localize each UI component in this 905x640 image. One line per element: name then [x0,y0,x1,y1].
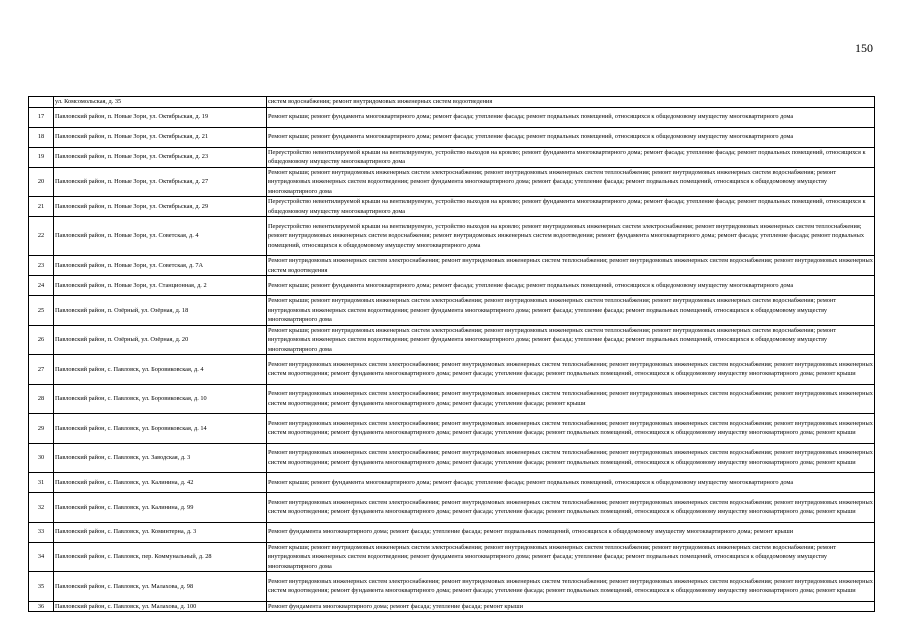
works-cell: Ремонт крыши; ремонт фундамента многоквартирного дома; ремонт фасада; утепление фасада; ремонт подвальных помещений, относящихся к общедомовому имуществу многоквартирного дома [267,276,875,296]
works-cell: Ремонт внутридомовых инженерных систем электроснабжения; ремонт внутридомовых инженерных систем теплоснабжения; ремонт внутридомовых инженерных систем водоснабжения; ремонт внутридомовых инженерных систем водоотведения; ремонт фундамента многоквартирного дома; ремонт фасада; утепление фасада; ремонт подвальных помещений, относящихся к общедомовому имуществу многоквартирного дома; ремонт крыши [267,414,875,444]
address-cell: Павловский район, п. Новые Зори, ул. Станционная, д. 2 [54,276,267,296]
row-number: 36 [29,601,54,612]
row-number: 35 [29,572,54,602]
works-cell: Ремонт внутридомовых инженерных систем электроснабжения; ремонт внутридомовых инженерных систем теплоснабжения; ремонт внутридомовых инженерных систем водоснабжения; ремонт внутридомовых инженерных систем водоотведения; ремонт фундамента многоквартирного дома; ремонт фасада; утепление фасада; ремонт крыши [267,384,875,414]
address-cell: Павловский район, с. Павловск, ул. Малахова, д. 98 [54,572,267,602]
address-cell: Павловский район, с. Павловск, пер. Коммунальный, д. 28 [54,542,267,572]
works-cell: Ремонт крыши; ремонт фундамента многоквартирного дома; ремонт фасада; утепление фасада; ремонт подвальных помещений, относящихся к общедомовому имуществу многоквартирного дома [267,107,875,127]
table-row [29,443,875,473]
table-row [29,325,875,355]
row-number: 33 [29,522,54,542]
row-number: 17 [29,107,54,127]
row-number: 23 [29,256,54,276]
row-number: 29 [29,414,54,444]
works-cell: Ремонт внутридомовых инженерных систем электроснабжения; ремонт внутридомовых инженерных систем теплоснабжения; ремонт внутридомовых инженерных систем водоснабжения; ремонт внутридомовых инженерных систем водоотведения; ремонт фундамента многоквартирного дома; ремонт фасада; утепление фасада; ремонт подвальных помещений, относящихся к общедомовому имуществу многоквартирного дома; ремонт крыши [267,355,875,385]
row-number: 34 [29,542,54,572]
row-number: 30 [29,443,54,473]
row-number: 21 [29,197,54,217]
works-cell: Переустройство невентилируемой крыши на вентилируемую, устройство выходов на кровлю; ремонт фундамента многоквартирного дома; ремонт фасада; утепление фасада; ремонт подвальных помещений, относящихся к общедомовому имуществу многоквартирного дома [267,197,875,217]
table-row [29,601,875,612]
table-row [29,414,875,444]
address-cell: Павловский район, с. Павловск, ул. Боровиковская, д. 10 [54,384,267,414]
table-row [29,572,875,602]
row-number [29,97,54,108]
address-cell: Павловский район, п. Озёрный, ул. Озёрная, д. 20 [54,325,267,355]
works-cell: Переустройство невентилируемой крыши на вентилируемую, устройство выходов на кровлю; ремонт внутридомовых инженерных систем электроснабжения; ремонт внутридомовых инженерных систем теплоснабжения; ремонт внутридомовых инженерных систем водоснабжения; ремонт внутридомовых инженерных систем водоотведения; ремонт фундамента многоквартирного дома; ремонт фасада; утепление фасада; ремонт подвальных помещений, относящихся к общедомовому имуществу многоквартирного дома [267,217,875,256]
table-row [29,197,875,217]
row-number: 27 [29,355,54,385]
address-cell: Павловский район, с. Павловск, ул. Боровиковская, д. 4 [54,355,267,385]
row-number: 20 [29,167,54,197]
table-row [29,97,875,108]
works-cell: Ремонт крыши; ремонт внутридомовых инженерных систем электроснабжения; ремонт внутридомовых инженерных систем теплоснабжения; ремонт внутридомовых инженерных систем водоснабжения; ремонт внутридомовых инженерных систем водоотведения; ремонт фундамента многоквартирного дома; ремонт фасада; утепление фасада; ремонт подвальных помещений, относящихся к общедомовому имуществу многоквартирного дома [267,167,875,197]
works-cell: Ремонт крыши; ремонт фундамента многоквартирного дома; ремонт фасада; утепление фасада; ремонт подвальных помещений, относящихся к общедомовому имуществу многоквартирного дома [267,473,875,493]
address-cell: Павловский район, с. Павловск, ул. Калинина, д. 99 [54,493,267,523]
address-cell: ул. Комсомольская, д. 35 [54,97,267,108]
address-cell: Павловский район, п. Новые Зори, ул. Октябрьская, д. 23 [54,147,267,167]
address-cell: Павловский район, с. Павловск, ул. Заводская, д. 3 [54,443,267,473]
table-row [29,107,875,127]
works-cell: Ремонт внутридомовых инженерных систем электроснабжения; ремонт внутридомовых инженерных систем теплоснабжения; ремонт внутридомовых инженерных систем водоснабжения; ремонт внутридомовых инженерных систем водоотведения; ремонт фундамента многоквартирного дома; ремонт фасада; утепление фасада; ремонт подвальных помещений, относящихся к общедомовому имуществу многоквартирного дома; ремонт крыши [267,493,875,523]
works-cell: Ремонт крыши; ремонт внутридомовых инженерных систем электроснабжения; ремонт внутридомовых инженерных систем теплоснабжения; ремонт внутридомовых инженерных систем водоснабжения; ремонт внутридомовых инженерных систем водоотведения; ремонт фундамента многоквартирного дома; ремонт фасада; утепление фасада; ремонт подвальных помещений, относящихся к общедомовому имуществу многоквартирного дома [267,325,875,355]
works-cell: Ремонт фундамента многоквартирного дома; ремонт фасада; утепление фасада; ремонт подвальных помещений, относящихся к общедомовому имуществу многоквартирного дома; ремонт крыши [267,522,875,542]
table-row [29,256,875,276]
table-row [29,147,875,167]
row-number: 26 [29,325,54,355]
address-cell: Павловский район, с. Павловск, ул. Боровиковская, д. 14 [54,414,267,444]
table-row [29,473,875,493]
row-number: 19 [29,147,54,167]
works-cell: Ремонт внутридомовых инженерных систем электроснабжения; ремонт внутридомовых инженерных систем теплоснабжения; ремонт внутридомовых инженерных систем водоснабжения; ремонт внутридомовых инженерных систем водоотведения; ремонт фундамента многоквартирного дома; ремонт фасада; утепление фасада; ремонт подвальных помещений, относящихся к общедомовому имуществу многоквартирного дома; ремонт крыши [267,443,875,473]
row-number: 24 [29,276,54,296]
works-cell: Ремонт внутридомовых инженерных систем электроснабжения; ремонт внутридомовых инженерных систем теплоснабжения; ремонт внутридомовых инженерных систем водоснабжения; ремонт внутридомовых инженерных систем водоотведения; ремонт фундамента многоквартирного дома; ремонт фасада; утепление фасада; ремонт подвальных помещений, относящихся к общедомовому имуществу многоквартирного дома; ремонт крыши [267,572,875,602]
address-cell: Павловский район, п. Новые Зори, ул. Октябрьская, д. 19 [54,107,267,127]
row-number: 32 [29,493,54,523]
table-row [29,493,875,523]
address-cell: Павловский район, п. Новые Зори, ул. Октябрьская, д. 27 [54,167,267,197]
address-cell: Павловский район, п. Озёрный, ул. Озёрная, д. 18 [54,296,267,326]
address-cell: Павловский район, с. Павловск, ул. Коминтерна, д. 3 [54,522,267,542]
works-cell: систем водоснабжения; ремонт внутридомовых инженерных систем водоотведения [267,97,875,108]
table-row [29,384,875,414]
works-cell: Ремонт внутридомовых инженерных систем электроснабжения; ремонт внутридомовых инженерных систем теплоснабжения; ремонт внутридомовых инженерных систем водоснабжения; ремонт внутридомовых инженерных систем водоотведения [268,257,873,274]
works-cell: Ремонт крыши; ремонт внутридомовых инженерных систем электроснабжения; ремонт внутридомовых инженерных систем теплоснабжения; ремонт внутридомовых инженерных систем водоснабжения; ремонт внутридомовых инженерных систем водоотведения; ремонт фундамента многоквартирного дома; ремонт фасада; утепление фасада; ремонт подвальных помещений, относящихся к общедомовому имуществу многоквартирного дома [267,296,875,326]
address-cell: Павловский район, п. Новые Зори, ул. Октябрьская, д. 21 [54,127,267,147]
row-number: 25 [29,296,54,326]
address-cell: Павловский район, с. Павловск, ул. Калинина, д. 42 [54,473,267,493]
address-cell: Павловский район, п. Новые Зори, ул. Октябрьская, д. 29 [54,197,267,217]
table-row [29,522,875,542]
table-row [29,276,875,296]
row-number: 18 [29,127,54,147]
row-number: 22 [29,217,54,256]
works-cell: Ремонт фундамента многоквартирного дома; ремонт фасада; утепление фасада; ремонт крыши [267,601,875,612]
works-cell: Ремонт крыши; ремонт внутридомовых инженерных систем электроснабжения; ремонт внутридомовых инженерных систем теплоснабжения; ремонт внутридомовых инженерных систем водоснабжения; ремонт внутридомовых инженерных систем водоотведения; ремонт фундамента многоквартирного дома; ремонт фасада; утепление фасада; ремонт подвальных помещений, относящихся к общедомовому имуществу многоквартирного дома [267,542,875,572]
address-cell: Павловский район, с. Павловск, ул. Малахова, д. 100 [54,601,267,612]
works-cell: Переустройство невентилируемой крыши на вентилируемую, устройство выходов на кровлю; ремонт фундамента многоквартирного дома; ремонт фасада; утепление фасада; ремонт подвальных помещений, относящихся к общедомовому имуществу многоквартирного дома [267,147,875,167]
row-number: 31 [29,473,54,493]
repair-works-table [28,96,875,612]
page-number: 150 [855,41,873,55]
table-row [29,217,875,256]
table-row [29,296,875,326]
table-body [29,97,875,612]
table-row [29,355,875,385]
address-cell: Павловский район, п. Новые Зори, ул. Советская, д. 7А [54,256,267,276]
row-number: 28 [29,384,54,414]
table-row [29,542,875,572]
table-row [29,127,875,147]
address-cell: Павловский район, п. Новые Зори, ул. Советская, д. 4 [54,217,267,256]
works-cell: Ремонт крыши; ремонт фундамента многоквартирного дома; ремонт фасада; утепление фасада; ремонт подвальных помещений, относящихся к общедомовому имуществу многоквартирного дома [267,127,875,147]
table-row [29,167,875,197]
